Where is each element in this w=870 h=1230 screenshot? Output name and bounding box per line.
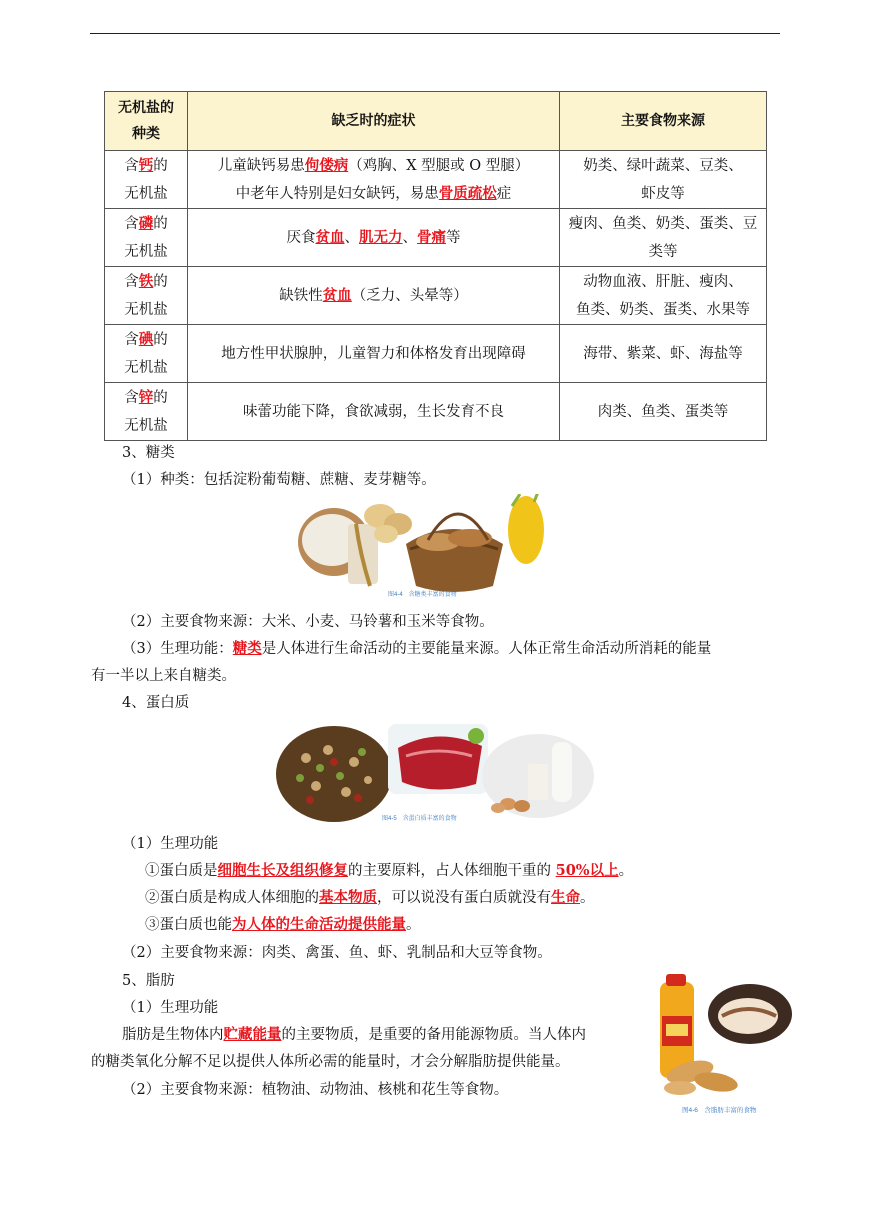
sugar-kinds: （1）种类：包括淀粉葡萄糖、蔗糖、麦芽糖等。 [122,472,436,488]
fat-function-line1: 脂肪是生物体内贮藏能量的主要物质，是重要的备用能源物质。当人体内 [122,1026,586,1043]
symptom-cell: 厌食贫血、肌无力、骨痛等 [188,209,560,267]
fat-foods-figure [650,972,794,1116]
mineral-cell: 含铁的 无机盐 [105,267,188,325]
source-cell: 瘦肉、鱼类、奶类、蛋类、豆 类等 [560,209,767,267]
mineral-cell: 含锌的 无机盐 [105,383,188,441]
protein-function-title: （1）生理功能 [122,836,219,852]
symptom-cell: 味蕾功能下降，食欲减弱，生长发育不良 [188,383,560,441]
header-type: 无机盐的种类 [105,92,188,151]
sugar-foods-figure [298,494,560,600]
mineral-cell: 含钙的 无机盐 [105,151,188,209]
protein-figure-caption: 图4-5 含蛋白质丰富的食物 [382,816,457,822]
source-cell: 海带、紫菜、虾、海盐等 [560,325,767,383]
fat-function-title: （1）生理功能 [122,1000,219,1016]
table-header-row [105,92,767,151]
fat-figure-caption: 图4-6 含脂肪丰富的食物 [682,1107,757,1114]
symptom-cell: 地方性甲状腺肿，儿童智力和体格发育出现障碍 [188,325,560,383]
protein-function-3: ③蛋白质也能为人体的生命活动提供能量。 [145,916,421,933]
source-cell: 奶类、绿叶蔬菜、豆类、 虾皮等 [560,151,767,209]
header-symptom: 缺乏时的症状 [188,92,560,151]
fat-heading: 5、脂肪 [122,973,175,989]
protein-sources: （2）主要食物来源：肉类、禽蛋、鱼、虾、乳制品和大豆等食物。 [122,945,552,961]
fat-function-line2: 的糖类氧化分解不足以提供人体所必需的能量时，才会分解脂肪提供能量。 [91,1054,570,1070]
protein-foods-figure [276,722,594,826]
sugar-function-cont: 有一半以上来自糖类。 [91,668,236,684]
protein-function-1: ①蛋白质是细胞生长及组织修复的主要原料，占人体细胞干重的 50%以上。 [145,862,634,879]
source-cell: 动物血液、肝脏、瘦肉、 鱼类、奶类、蛋类、水果等 [560,267,767,325]
symptom-cell: 儿童缺钙易患佝偻病（鸡胸、X 型腿或 O 型腿） 中老年人特别是妇女缺钙，易患骨质疏松症 [188,151,560,209]
mineral-cell: 含磷的 无机盐 [105,209,188,267]
source-cell: 肉类、鱼类、蛋类等 [560,383,767,441]
table-row [105,151,767,209]
header-source: 主要食物来源 [560,92,767,151]
table-row [105,267,767,325]
minerals-table [104,91,767,441]
protein-function-2: ②蛋白质是构成人体细胞的基本物质，可以说没有蛋白质就没有生命。 [145,889,595,906]
sugar-figure-caption: 图4-4 含糖类丰富的食物 [388,592,457,598]
fat-sources: （2）主要食物来源：植物油、动物油、核桃和花生等食物。 [122,1082,509,1098]
sugar-sources: （2）主要食物来源：大米、小麦、马铃薯和玉米等食物。 [122,614,494,630]
symptom-cell: 缺铁性贫血（乏力、头晕等） [188,267,560,325]
sugar-heading: 3、糖类 [122,445,175,461]
table-row [105,325,767,383]
sugar-function: （3）生理功能：糖类是人体进行生命活动的主要能量来源。人体正常生命活动所消耗的能量 [122,640,712,657]
mineral-cell: 含碘的 无机盐 [105,325,188,383]
header-rule [90,33,780,34]
table-row [105,209,767,267]
table-row [105,383,767,441]
protein-heading: 4、蛋白质 [122,695,190,711]
